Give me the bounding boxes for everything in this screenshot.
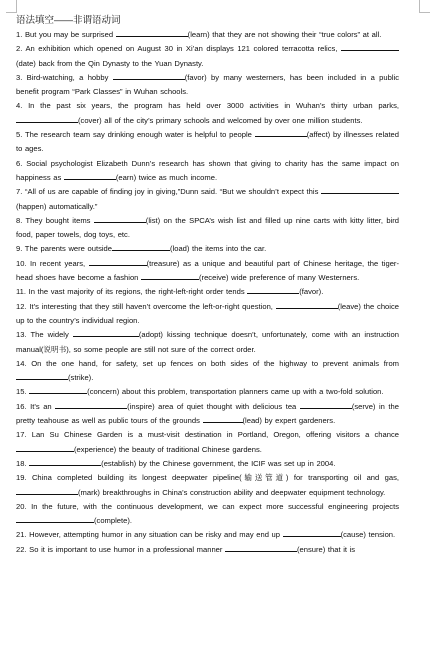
answer-blank[interactable] — [247, 285, 299, 294]
question-10: 10. In recent years, (treasure) as a unique and beautiful part of Chinese heritage, the tiger-head shoes have become a fashion (receive) wide preference of many Westerners. — [16, 258, 399, 283]
answer-blank[interactable] — [16, 514, 94, 523]
question-5: 5. The research team say drinking enough water is helpful to people (affect) by illnesses related to ages. — [16, 130, 399, 154]
question-12: 12. It’s interesting that they still haven’t overcome the left-or-right question, (leave) the choice up to the country’s individual region. — [16, 301, 399, 325]
answer-blank[interactable] — [300, 400, 352, 409]
answer-blank[interactable] — [255, 128, 307, 137]
question-8: 8. They bought items (list) on the SPCA’s wish list and filled up nine carts with kitty litter, bird food, paper towels, dog toys, etc. — [16, 215, 400, 240]
answer-blank[interactable] — [94, 214, 146, 223]
answer-blank[interactable] — [29, 457, 101, 466]
answer-blank[interactable] — [116, 28, 188, 37]
question-11: 11. In the vast majority of its regions, the right-left-right order tends (favor). — [16, 287, 324, 297]
document-page — [16, 15, 399, 557]
question-21: 21. However, attempting humor in any situation can be risky and may end up (cause) tension. — [16, 530, 396, 540]
question-20: 20. In the future, with the continuous development, we can expect more successful engineering projects (complete). — [16, 501, 399, 526]
answer-blank[interactable] — [283, 528, 341, 537]
question-18: 18. (establish) by the Chinese government, the ICIF was set up in 2004. — [16, 458, 336, 468]
answer-blank[interactable] — [321, 185, 399, 194]
question-2: 2. An exhibition which opened on August 30 in Xi’an displays 121 colored terracotta relics, (date) back from the Qin Dynasty to the Yuan Dynasty. — [16, 42, 399, 71]
answer-blank[interactable] — [16, 443, 74, 452]
answer-blank[interactable] — [16, 114, 78, 123]
page-corner-mark-right — [419, 0, 430, 13]
answer-blank[interactable] — [112, 242, 170, 251]
answer-blank[interactable] — [89, 257, 147, 266]
question-22: 22. So it is important to use humor in a professional manner (ensure) that it is — [16, 544, 356, 554]
question-17: 17. Lan Su Chinese Garden is a must-visit destination in Portland, Oregon, offering visitors a chance (experience) the beauty of traditional Chinese gardens. — [16, 430, 399, 454]
answer-blank[interactable] — [276, 300, 338, 309]
question-9: 9. The parents were outside (load) the items into the car. — [16, 244, 267, 254]
question-3: 3. Bird-watching, a hobby (favor) by many westerners, has been included in a public benefit program “Park Classes” in Wuhan schools. — [16, 72, 399, 97]
answer-blank[interactable] — [203, 414, 243, 423]
question-6: 6. Social psychologist Elizabeth Dunn’s research has shown that giving to charity has the same impact on happiness as (earn) twice as much income. — [16, 158, 399, 182]
question-7: 7. “All of us are capable of finding joy in giving,”Dunn said. “But we shouldn’t expect this (happen) automatically.” — [16, 185, 399, 214]
answer-blank[interactable] — [16, 371, 68, 380]
question-4: 4. In the past six years, the program has held over 3000 activities in Wuhan’s thirty urban parks, (cover) all of the city’s primary schools and welcomed by over one million students. — [16, 101, 399, 125]
answer-blank[interactable] — [141, 271, 199, 280]
question-14: 14. On the one hand, for safety, set up fences on both sides of the highway to prevent animals from (strike). — [16, 358, 399, 383]
answer-blank[interactable] — [64, 171, 116, 180]
answer-blank[interactable] — [113, 71, 185, 80]
question-13: 13. The widely (adopt) kissing technique doesn’t, unfortunately, come with an instruction manual(说明书), so some people are still not sure of the correct order. — [16, 330, 400, 354]
question-19: 19. China completed building its longest deepwater pipeline(输送管道) for transporting oil and gas, (mark) breakthroughs in China’s construction ability and deepwater equipment technology. — [16, 473, 399, 497]
answer-blank[interactable] — [16, 486, 78, 495]
answer-blank[interactable] — [225, 543, 297, 552]
document-title: 语法填空——非谓语动词 — [16, 15, 121, 26]
answer-blank[interactable] — [73, 328, 139, 337]
question-15: 15. (concern) about this problem, transportation planners came up with a two-fold solution. — [16, 387, 384, 397]
answer-blank[interactable] — [29, 385, 87, 394]
answer-blank[interactable] — [341, 42, 399, 51]
page-corner-mark-left — [6, 0, 17, 13]
answer-blank[interactable] — [55, 400, 127, 409]
question-16: 16. It’s an (inspire) area of quiet thought with delicious tea (serve) in the pretty teahouse as well as public tours of the grounds (lead) by expert gardeners. — [16, 401, 399, 426]
question-1: 1. But you may be surprised (learn) that they are not showing their “true colors” at all. — [16, 30, 382, 39]
